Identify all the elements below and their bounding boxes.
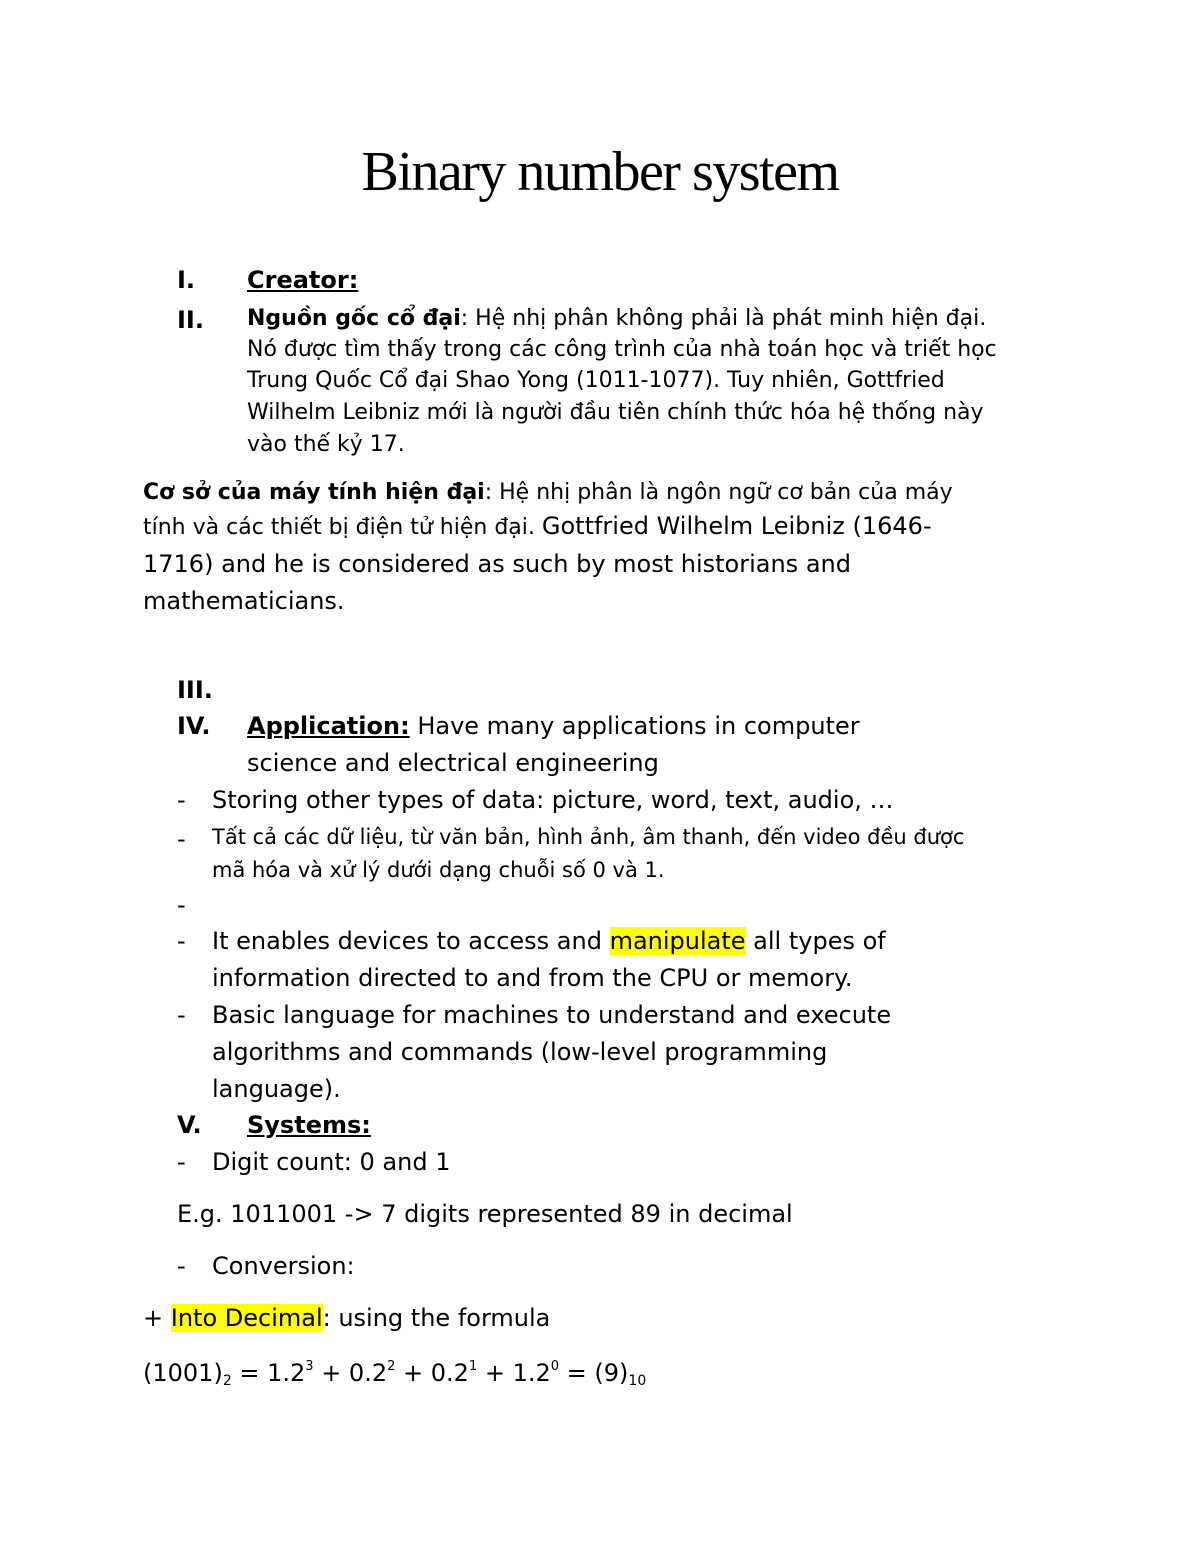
plus-sign: +: [143, 1304, 171, 1332]
basis-line-2: [143, 512, 932, 540]
bullet-4-text-post: all types of: [745, 927, 886, 955]
basis-line-1: [143, 480, 953, 505]
highlight-into-decimal: Into Decimal: [170, 1304, 323, 1332]
formula-exp-4: 0: [550, 1359, 560, 1374]
conversion-formula: [143, 1359, 646, 1387]
bullet-dash-6: -: [177, 1148, 186, 1176]
formula-lhs: (1001): [143, 1359, 223, 1387]
application-line-1: [247, 712, 860, 740]
application-heading: Application:: [247, 712, 410, 740]
basis-line-3: 1716) and he is considered as such by most historians and: [143, 550, 851, 578]
bullet-1: Storing other types of data: picture, word, text, audio, …: [212, 786, 894, 814]
bullet-dash-2: -: [177, 825, 186, 853]
section-number-4: IV.: [177, 712, 211, 740]
section-number-1: I.: [177, 266, 196, 294]
digit-count: Digit count: 0 and 1: [212, 1148, 451, 1176]
bullet-4-line-2: information directed to and from the CPU or memory.: [212, 964, 853, 992]
into-decimal-line: [143, 1304, 550, 1332]
bullet-dash-3: -: [177, 891, 186, 919]
formula-exp-1: 3: [305, 1359, 314, 1374]
document-title: Binary number system: [361, 141, 839, 203]
formula-exp-2: 2: [387, 1359, 396, 1374]
basis-heading: Cơ sở của máy tính hiện đại: [143, 480, 485, 505]
origin-text-1: : Hệ nhị phân không phải là phát minh hiện đại.: [460, 306, 987, 331]
into-decimal-text: : using the formula: [322, 1304, 551, 1332]
formula-term-1: = 1.2: [231, 1359, 306, 1387]
formula-term-2: + 0.2: [313, 1359, 388, 1387]
formula-rhs: = (9): [559, 1359, 629, 1387]
basis-text-2a: tính và các thiết bị điện tử hiện đại.: [143, 515, 542, 540]
bullet-dash-4: -: [177, 927, 186, 955]
conversion-label: Conversion:: [212, 1252, 355, 1280]
section-number-2: II.: [177, 306, 204, 334]
formula-lhs-base: 2: [222, 1373, 232, 1389]
bullet-dash-7: -: [177, 1252, 186, 1280]
origin-line-1: [247, 306, 986, 331]
bullet-2-line-1: Tất cả các dữ liệu, từ văn bản, hình ảnh, âm thanh, đến video đều được: [212, 825, 965, 849]
bullet-5-line-3: language).: [212, 1075, 341, 1103]
systems-heading: Systems:: [247, 1111, 371, 1139]
bullet-dash-5: -: [177, 1001, 186, 1029]
origin-line-4: Wilhelm Leibniz mới là người đầu tiên chính thức hóa hệ thống này: [247, 400, 984, 425]
formula-exp-3: 1: [468, 1359, 478, 1374]
creator-heading: Creator:: [247, 266, 359, 294]
bullet-5-line-2: algorithms and commands (low-level programming: [212, 1038, 828, 1066]
basis-line-4: mathematicians.: [143, 587, 345, 615]
bullet-2-line-2: mã hóa và xử lý dưới dạng chuỗi số 0 và 1.: [212, 858, 665, 882]
origin-line-3: Trung Quốc Cổ đại Shao Yong (1011-1077). Tuy nhiên, Gottfried: [247, 368, 945, 393]
origin-line-2: Nó được tìm thấy trong các công trình của nhà toán học và triết học: [247, 337, 997, 362]
application-line-2: science and electrical engineering: [247, 749, 659, 777]
application-text-1: Have many applications in computer: [409, 712, 860, 740]
formula-rhs-base: 10: [628, 1373, 647, 1389]
bullet-4-line-1: [212, 927, 886, 955]
bullet-4-text-pre: It enables devices to access and: [212, 927, 610, 955]
formula-term-3: + 0.2: [395, 1359, 469, 1387]
highlight-manipulate: manipulate: [609, 927, 746, 955]
binary-example: E.g. 1011001 -> 7 digits represented 89 in decimal: [177, 1200, 793, 1228]
formula-term-4: + 1.2: [477, 1359, 551, 1387]
basis-text-2b: Gottfried Wilhelm Leibniz (1646-: [541, 512, 932, 540]
bullet-dash-1: -: [177, 786, 186, 814]
origin-heading: Nguồn gốc cổ đại: [247, 306, 461, 331]
section-number-5: V.: [177, 1111, 202, 1139]
bullet-5-line-1: Basic language for machines to understand and execute: [212, 1001, 892, 1029]
origin-line-5: vào thế kỷ 17.: [247, 432, 405, 457]
section-number-3: III.: [177, 676, 213, 704]
basis-text-1: : Hệ nhị phân là ngôn ngữ cơ bản của máy: [484, 480, 953, 505]
